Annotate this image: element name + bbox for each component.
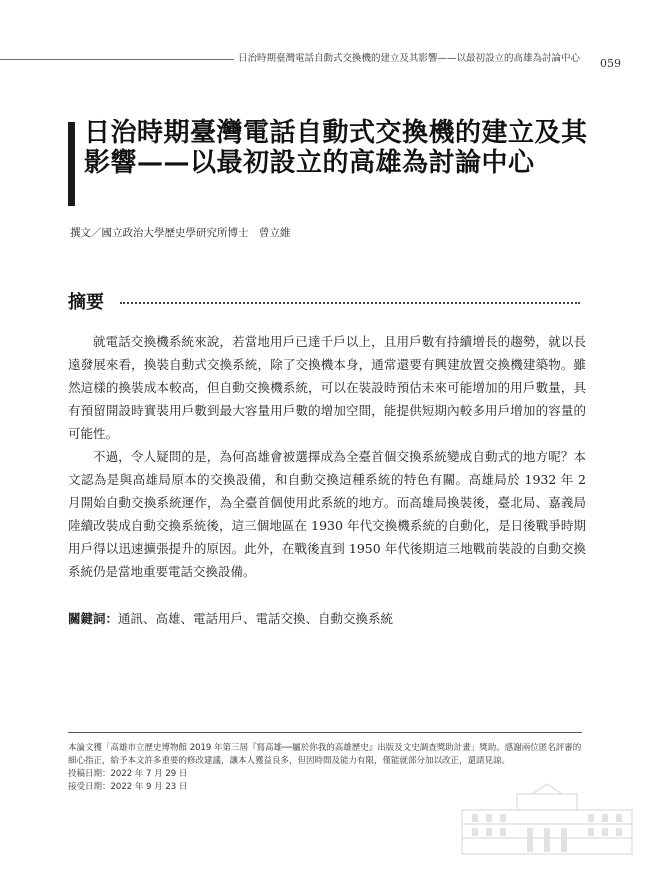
keywords	[68, 608, 586, 630]
footnote-rule	[68, 732, 582, 733]
title-block	[68, 118, 598, 178]
museum-building-watermark	[452, 780, 642, 860]
abstract-paragraph: 就電話交換機系統來說，若當地用戶已達千戶以上，且用戶數有持續增長的趨勢，就以長遠發展來看，換裝自動式交換系統，除了交換機本身，通常還要有興建放置交換機建築物。雖然這樣的換裝成本較高，但自動交換機系統，可以在裝設時預估未來可能增加的用戶數量，具有預留開設時實裝用戶數到最大容量用戶數的增加空間，能提供短期內較多用戶增加的容量的可能性。	[68, 334, 586, 441]
author-line: 撰文／國立政治大學歷史學研究所博士 曾立維	[70, 227, 291, 239]
running-header-title: 日治時期臺灣電話自動式交換機的建立及其影響——以最初設立的高雄為討論中心	[238, 53, 581, 64]
keywords-label: 關鍵詞：	[68, 611, 119, 626]
running-header	[0, 50, 650, 70]
accepted-date: 接受日期：2022 年 9 月 23 日	[68, 782, 188, 792]
abstract-body	[68, 330, 586, 583]
heading-dotted-rule	[120, 302, 580, 304]
footnote-acknowledgement: 本論文獲「高雄市立歷史博物館 2019 年第三屆『寫高雄──屬於你我的高雄歷史』出版及文史調查獎助計畫」獎助。感謝兩位匿名評審的細心指正，給予本文許多重要的修改建議，讓本人獲益良多，但因時間及能力有限，僅能就部分加以改正，還請見諒。	[68, 743, 582, 766]
title-accent-bar	[68, 122, 75, 206]
header-rule	[0, 59, 234, 60]
article-title: 日治時期臺灣電話自動式交換機的建立及其影響——以最初設立的高雄為討論中心	[84, 118, 588, 178]
submitted-date: 投稿日期：2022 年 7 月 29 日	[68, 769, 188, 779]
page-number: 059	[600, 57, 621, 70]
abstract-heading	[68, 288, 580, 312]
abstract-heading-label: 摘要	[68, 288, 110, 314]
keywords-value: 通訊、高雄、電話用戶、電話交換、自動交換系統	[118, 611, 394, 626]
abstract-paragraph: 不過，令人疑問的是，為何高雄會被選擇成為全臺首個交換系統變成自動式的地方呢？本文認為是與高雄局原本的交換設備，和自動交換這種系統的特色有關。高雄局於 1932 年 2 月開始自動交換系統運作，為全臺首個使用此系統的地方。而高雄局換裝後，臺北局、嘉義局陸續改裝成自動交換系統後，這三個地區在 1930 年代交換機系統的自動化，是日後戰爭時期用戶得以迅速擴張提升的原因。此外，在戰後直到 1950 年代後期這三地戰前裝設的自動交換系統仍是當地重要電話交換設備。	[68, 449, 586, 579]
